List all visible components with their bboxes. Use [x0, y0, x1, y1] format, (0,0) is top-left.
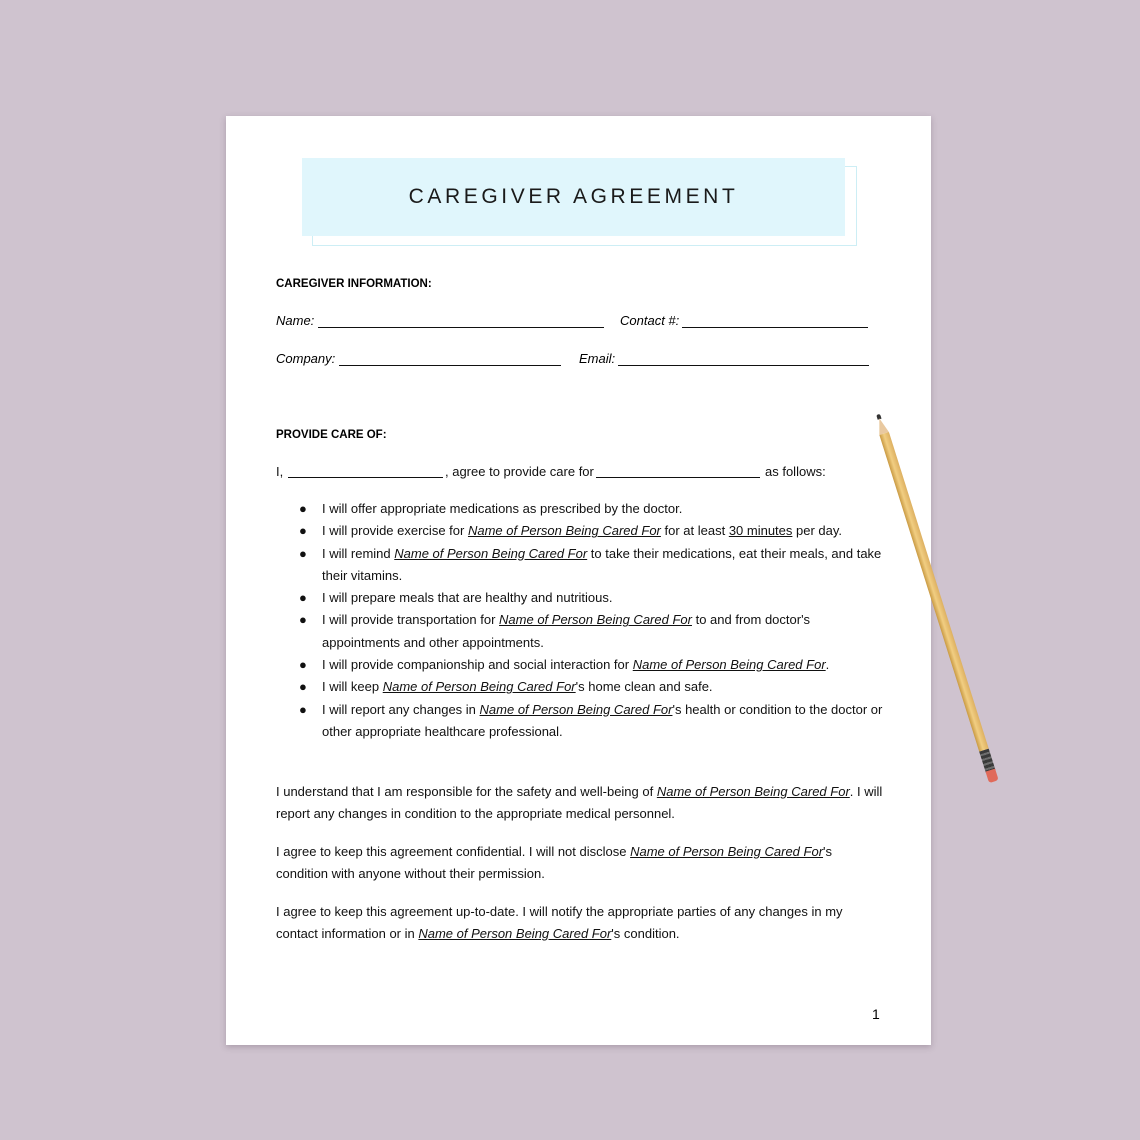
duty-text: I will remind [322, 545, 395, 561]
duty-text: 's home clean and safe. [575, 679, 713, 695]
paragraph-text: 's condition. [611, 926, 680, 941]
cared-for-placeholder: Name of Person Being Cared For [394, 545, 588, 561]
care-recipient-blank[interactable] [596, 477, 760, 478]
cared-for-placeholder: Name of Person Being Cared For [499, 612, 692, 628]
cared-for-placeholder: Name of Person Being Cared For [418, 926, 612, 941]
duty-item [276, 587, 888, 609]
intro-middle: , agree to provide care for [445, 464, 594, 479]
duty-text: I will prepare meals that are healthy and nutritious. [322, 590, 613, 606]
duty-item [276, 520, 888, 542]
name-label: Name: [276, 313, 315, 328]
duty-text: 's health or condition to the doctor or other appropriate healthcare professional. [322, 701, 883, 739]
duty-text: I will report any changes in [322, 701, 480, 717]
title-box [302, 158, 845, 236]
caregiver-information-heading: CAREGIVER INFORMATION: [276, 278, 432, 290]
caregiver-name-blank[interactable] [288, 477, 443, 478]
bullet: ● [299, 523, 307, 539]
name-field[interactable] [318, 327, 604, 328]
bullet: ● [299, 679, 307, 695]
company-field[interactable] [339, 365, 561, 366]
cared-for-placeholder: Name of Person Being Cared For [467, 523, 661, 539]
paragraph-text: . I will report any changes in condition to the appropriate medical personnel. [276, 784, 883, 821]
paragraph-text: 's condition with anyone without their permission. [276, 844, 833, 881]
paragraph-text: I understand that I am responsible for the safety and well-being of [276, 784, 657, 799]
bullet: ● [299, 545, 307, 561]
paragraph-text: I agree to keep this agreement up-to-date. I will notify the appropriate parties of any changes in my contact information or in [276, 904, 843, 941]
bullet: ● [299, 657, 307, 673]
duty-text: I will provide companionship and social interaction for [322, 657, 633, 673]
intro-end: as follows: [765, 464, 826, 479]
contact-label: Contact #: [620, 313, 680, 328]
cared-for-placeholder: Name of Person Being Cared For [479, 701, 673, 717]
exercise-duration: 30 minutes [728, 523, 793, 539]
cared-for-placeholder: Name of Person Being Cared For [630, 844, 824, 859]
duty-text: I will keep [322, 679, 383, 695]
page-number: 1 [872, 1006, 880, 1022]
contact-field[interactable] [682, 327, 868, 328]
responsibility-paragraph [276, 781, 886, 825]
duty-item [276, 654, 888, 676]
duty-text: I will provide transportation for [322, 612, 500, 628]
duty-text: per day. [792, 523, 843, 539]
bullet: ● [299, 590, 307, 606]
document-title: CAREGIVER AGREEMENT [408, 185, 739, 208]
duty-text: I will provide exercise for [322, 523, 468, 539]
pencil-eraser [986, 769, 999, 783]
duty-item [276, 699, 888, 744]
duty-text: to take their medications, eat their meals, and take their vitamins. [322, 545, 882, 583]
duty-text: for at least [660, 523, 729, 539]
intro-start: I, [276, 464, 284, 479]
bullet: ● [299, 501, 307, 516]
confidentiality-paragraph [276, 841, 876, 885]
duty-item [276, 498, 888, 520]
cared-for-placeholder: Name of Person Being Cared For [632, 657, 826, 673]
document-page [226, 116, 931, 1045]
cared-for-placeholder: Name of Person Being Cared For [656, 784, 850, 799]
provide-care-heading: PROVIDE CARE OF: [276, 429, 387, 441]
duty-text: I will offer appropriate medications as prescribed by the doctor. [322, 501, 683, 516]
company-label: Company: [276, 351, 336, 366]
duty-text: to and from doctor's appointments and other appointments. [322, 612, 811, 650]
email-field[interactable] [618, 365, 869, 366]
duty-item [276, 609, 888, 654]
duties-list [276, 498, 888, 743]
bullet: ● [299, 612, 307, 628]
paragraph-text: I agree to keep this agreement confidential. I will not disclose [276, 844, 631, 859]
email-label: Email: [579, 351, 616, 366]
up-to-date-paragraph [276, 901, 876, 945]
duty-text: . [825, 657, 830, 673]
duty-item [276, 676, 888, 698]
cared-for-placeholder: Name of Person Being Cared For [382, 679, 576, 695]
duty-item [276, 543, 888, 588]
bullet: ● [299, 701, 307, 717]
